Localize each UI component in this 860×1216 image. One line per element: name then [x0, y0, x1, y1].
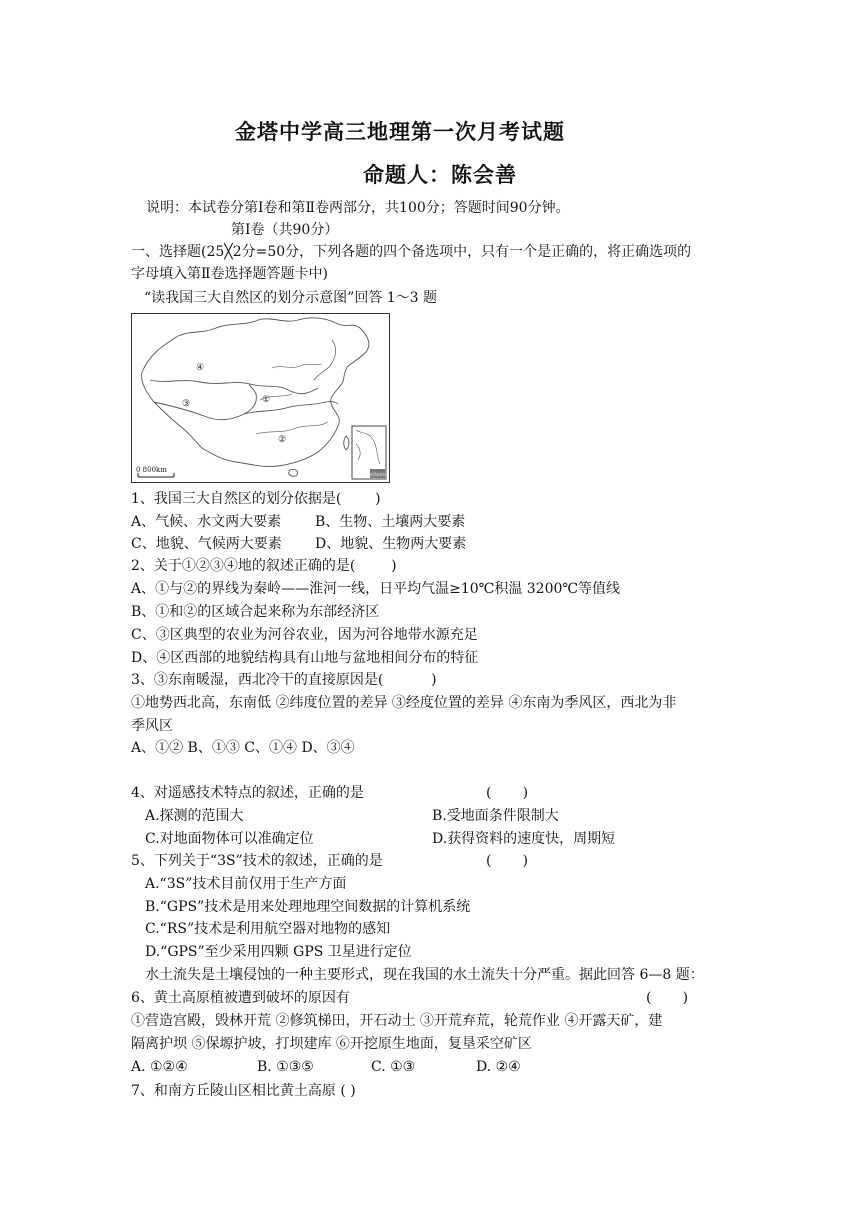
exam-author: 命题人：陈会善 — [363, 162, 517, 187]
q1-option-d: D、地貌、生物两大要素 — [315, 536, 467, 552]
q1-option-c: C、地貌、气候两大要素 — [131, 536, 282, 552]
q1-option-a: A、气候、水文两大要素 — [131, 514, 282, 530]
q7-stem: 7、和南方丘陵山区相比黄土高原 ( ) — [131, 1083, 356, 1099]
q3-answer-paren: ) — [400, 672, 437, 688]
q2-answer-paren: ) — [360, 558, 397, 574]
q4-option-b: B.受地面条件限制大 — [432, 808, 559, 824]
q6-option-d: D. ②④ — [476, 1059, 521, 1075]
q6-option-b: B. ①③⑤ — [257, 1059, 314, 1075]
section-one-line-1: 一、选择题(25╳2分=50分，下列各题的四个备选项中，只有一个是正确的，将正确选项的 — [131, 244, 692, 260]
region-label-3: ③ — [182, 399, 191, 409]
exam-title: 金塔中学高三地理第一次月考试题 — [235, 119, 565, 144]
q4-answer-paren: ( ) — [486, 785, 529, 801]
q6-answer-paren: ( ) — [646, 990, 689, 1006]
q5-option-c: C.“RS”技术是利用航空器对地物的感知 — [145, 921, 391, 937]
q6-statement-line-2: 隔离护坝 ⑤保塬护坡，打坝建库 ⑥开挖原生地面，复垦采空矿区 — [131, 1036, 532, 1052]
q5-option-b: B.“GPS”技术是用来处理地理空间数据的计算机系统 — [145, 899, 471, 915]
q4-option-a: A.探测的范围大 — [145, 808, 244, 824]
q6-8-intro: 水土流失是土壤侵蚀的一种主要形式，现在我国的水土流失十分严重。据此回答 6—8 题： — [145, 967, 704, 983]
q3-stem: 3、③东南暖湿，西北冷干的直接原因是( — [131, 672, 384, 688]
exam-note: 说明：本试卷分第Ⅰ卷和第Ⅱ卷两部分，共100分；答题时间90分钟。 — [146, 200, 570, 216]
map-scale-label: 0 800km — [136, 466, 167, 474]
q5-answer-paren: ( ) — [486, 853, 529, 869]
region-label-2: ② — [278, 435, 287, 445]
region-label-4: ④ — [196, 363, 205, 373]
q3-statement-line-1: ①地势西北高，东南低 ②纬度位置的差异 ③经度位置的差异 ④东南为季风区，西北为非 — [131, 695, 677, 711]
q5-option-a: A.“3S”技术目前仅用于生产方面 — [145, 876, 347, 892]
q5-stem: 5、下列关于“3S”技术的叙述，正确的是 — [131, 853, 383, 869]
q6-statement-line-1: ①营造宫殿，毁林开荒 ②修筑梯田，开石动土 ③开荒弃荒，轮荒作业 ④开露天矿，建 — [131, 1013, 663, 1029]
q2-option-d: D、④区西部的地貌结构具有山地与盆地相间分布的特征 — [131, 650, 479, 666]
q6-option-c: C. ①③ — [371, 1059, 416, 1075]
region-label-1: ① — [262, 395, 271, 405]
q3-options: A、①② B、①③ C、①④ D、③④ — [131, 740, 355, 756]
q1-answer-paren: ) — [344, 491, 381, 507]
q6-stem: 6、黄土高原植被遭到破坏的原因有 — [131, 990, 350, 1006]
q2-stem: 2、关于①②③④地的叙述正确的是( — [131, 558, 356, 574]
q2-option-c: C、③区典型的农业为河谷农业，因为河谷地带水源充足 — [131, 627, 478, 643]
map-inset-label: 南海诸岛 — [370, 472, 386, 477]
q5-option-d: D.“GPS”至少采用四颗 GPS 卫星进行定位 — [145, 944, 412, 960]
q4-option-d: D.获得资料的速度快，周期短 — [432, 831, 616, 847]
q4-option-c: C.对地面物体可以准确定位 — [145, 831, 314, 847]
q4-stem: 4、对遥感技术特点的叙述，正确的是 — [131, 785, 364, 801]
q6-option-a: A. ①②④ — [131, 1059, 188, 1075]
q2-option-b: B、①和②的区域合起来称为东部经济区 — [131, 604, 380, 620]
part-one-heading: 第Ⅰ卷（共90分） — [231, 222, 339, 238]
q2-option-a: A、①与②的界线为秦岭——淮河一线，日平均气温≥10℃积温 3200℃等值线 — [131, 581, 621, 597]
section-one-line-2: 字母填入第Ⅱ卷选择题答题卡中) — [131, 266, 328, 282]
q1-option-b: B、生物、土壤两大要素 — [315, 514, 466, 530]
map-intro: “读我国三大自然区的划分示意图”回答 1～3 题 — [144, 290, 438, 306]
china-natural-regions-map — [131, 313, 390, 483]
q3-statement-line-2: 季风区 — [131, 718, 173, 734]
map-drawing — [132, 314, 389, 482]
q1-stem: 1、我国三大自然区的划分依据是( — [131, 491, 342, 507]
